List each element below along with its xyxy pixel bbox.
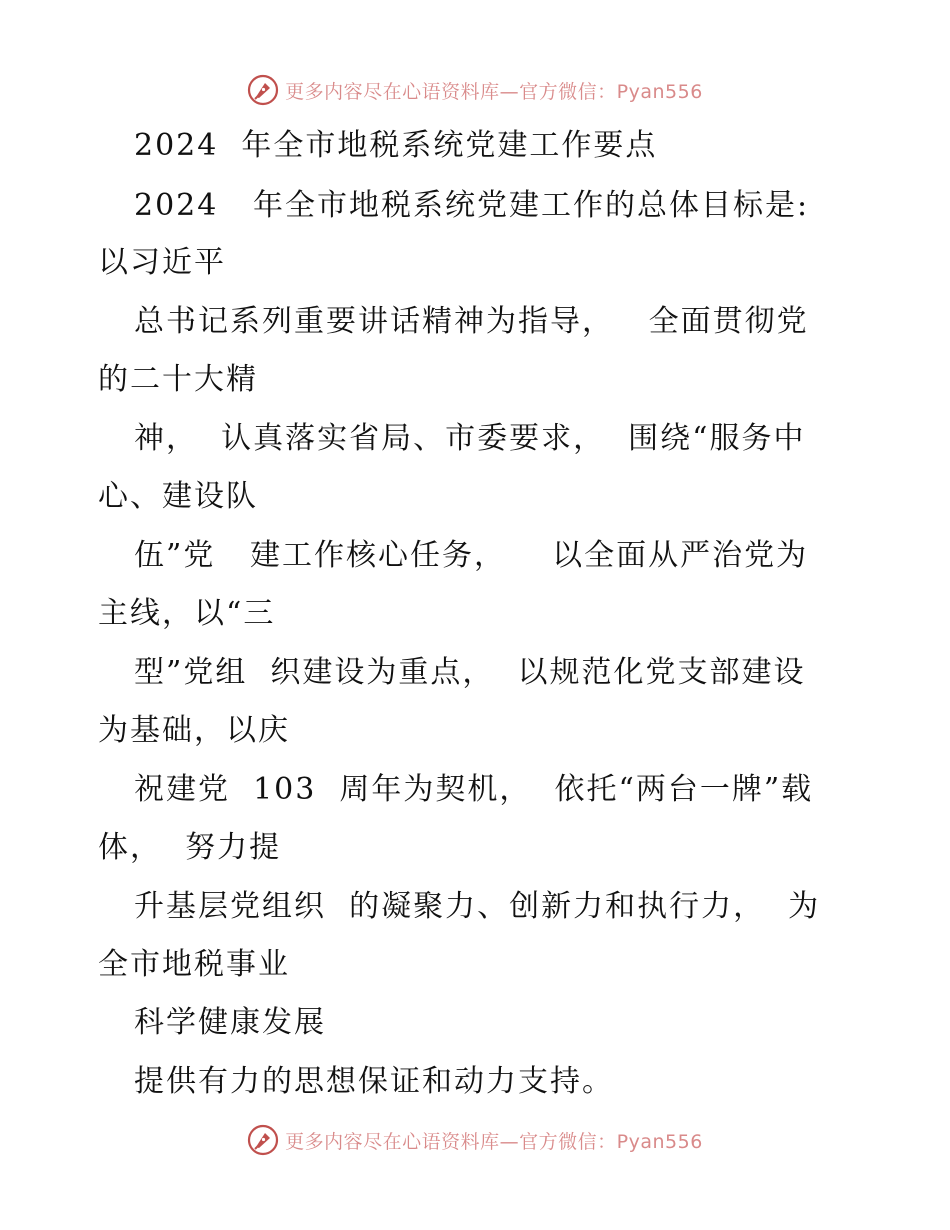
document-title: 2024 年全市地税系统党建工作要点 — [134, 128, 658, 163]
paragraph-line: 全市地税事业 — [98, 947, 290, 982]
paragraph-line: 伍”党 建工作核心任务， 以全面从严治党为 — [134, 538, 809, 573]
paragraph-line: 的二十大精 — [98, 362, 258, 397]
pen-nib-logo-icon — [247, 74, 279, 106]
watermark-text: 更多内容尽在心语资料库—官方微信：Pyan556 — [285, 1130, 703, 1153]
paragraph-line: 提供有力的思想保证和动力支持。 — [134, 1064, 614, 1099]
paragraph-line: 2024 年全市地税系统党建工作的总体目标是: — [134, 188, 810, 223]
paragraph-line: 为基础，以庆 — [98, 713, 290, 748]
paragraph-line: 祝建党 103 周年为契机， 依托“两台一牌”载 — [134, 772, 814, 807]
watermark-text: 更多内容尽在心语资料库—官方微信：Pyan556 — [285, 80, 703, 103]
header-watermark — [0, 72, 950, 108]
footer-watermark — [0, 1122, 950, 1158]
pen-nib-logo-icon — [247, 1124, 279, 1156]
paragraph-line: 神， 认真落实省局、市委要求， 围绕“服务中 — [134, 421, 806, 456]
paragraph-line: 心、建设队 — [98, 479, 258, 514]
paragraph-line: 体， 努力提 — [98, 830, 282, 865]
paragraph-line: 主线，以“三 — [98, 596, 276, 631]
paragraph-line: 科学健康发展 — [134, 1005, 326, 1040]
paragraph-line: 型”党组 织建设为重点， 以规范化党支部建设 — [134, 655, 806, 690]
paragraph-line: 以习近平 — [98, 245, 226, 280]
paragraph-line: 总书记系列重要讲话精神为指导， 全面贯彻党 — [134, 304, 809, 339]
paragraph-line: 升基层党组织 的凝聚力、创新力和执行力， 为 — [134, 889, 821, 924]
